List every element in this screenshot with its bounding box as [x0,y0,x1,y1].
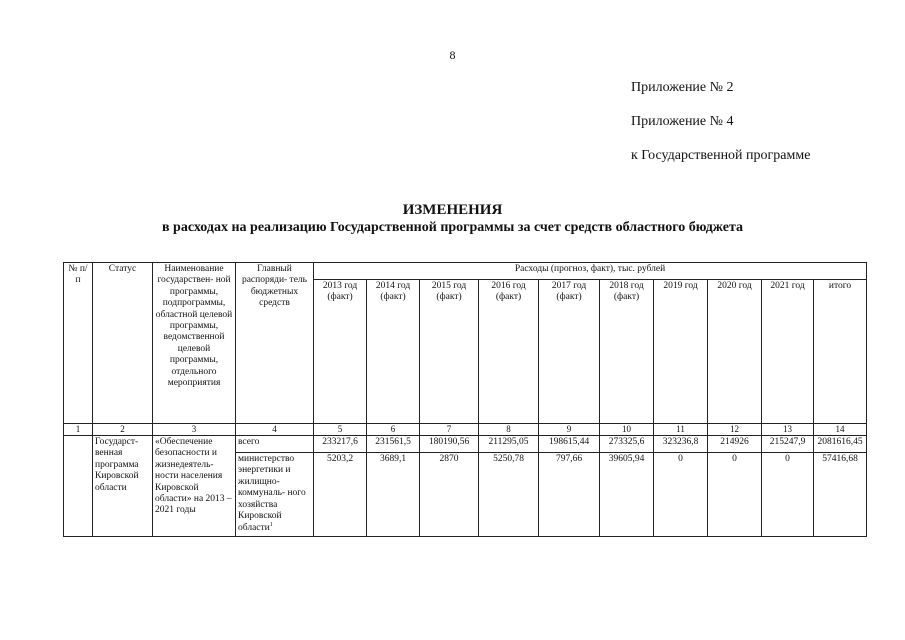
column-number: 10 [600,424,654,436]
footnote-marker: 1 [269,522,273,529]
document-title: ИЗМЕНЕНИЯ [402,202,503,218]
manager-ministry-text: министерство энергетики и жилищно- коммуналь- ного хозяйства Кировской области [238,454,306,534]
column-number: 13 [762,424,814,436]
header-num: № п/п [64,263,93,424]
document-subtitle: в расходах на реализацию Государственной программы за счет средств областного бюджета [161,220,744,235]
column-number: 4 [236,424,314,436]
column-number: 7 [420,424,479,436]
budget-table [63,262,867,537]
value-cell: 273325,6 [600,436,654,453]
column-number: 11 [654,424,708,436]
value-cell: 3689,1 [367,453,420,537]
value-cell: 797,66 [539,453,600,537]
header-year-2019: 2019 год [654,280,708,424]
value-cell: 0 [708,453,762,537]
value-cell: 198615,44 [539,436,600,453]
value-cell: 39605,94 [600,453,654,537]
row-program-name-cell: «Обеспечение безопасности и жизнедеятель- ности населения Кировской области» на 2013 – 2021 годы [153,436,236,537]
value-cell: 2870 [420,453,479,537]
header-name: Наименование государствен- ной программы, подпрограммы, областной целевой программы, ведомственной целевой программы, отдельного мероприятия [153,263,236,424]
header-year-2013: 2013 год (факт) [314,280,367,424]
header-year-2018: 2018 год (факт) [600,280,654,424]
value-cell: 5203,2 [314,453,367,537]
value-cell-total: 57416,68 [814,453,867,537]
header-year-2016: 2016 год (факт) [479,280,539,424]
value-cell: 215247,9 [762,436,814,453]
row-manager-total: всего [236,436,314,453]
header-row-main [64,263,867,280]
value-cell: 180190,56 [420,436,479,453]
row-status-cell: Государст- венная программа Кировской области [93,436,153,537]
appendix-line-2: Приложение № 4 [631,114,734,129]
header-year-2015: 2015 год (факт) [420,280,479,424]
column-number: 1 [64,424,93,436]
appendix-line-1: Приложение № 2 [631,80,734,95]
value-cell: 5250,78 [479,453,539,537]
column-number: 6 [367,424,420,436]
value-cell: 0 [762,453,814,537]
appendix-line-3: к Государственной программе [631,148,811,163]
column-number: 8 [479,424,539,436]
column-number: 2 [93,424,153,436]
value-cell: 214926 [708,436,762,453]
value-cell: 0 [654,453,708,537]
row-num-cell [64,436,93,537]
page-number: 8 [449,48,456,62]
column-number: 9 [539,424,600,436]
header-status: Статус [93,263,153,424]
header-year-2014: 2014 год (факт) [367,280,420,424]
header-manager: Главный распоряди- тель бюджетных средств [236,263,314,424]
header-year-2020: 2020 год [708,280,762,424]
value-cell: 233217,6 [314,436,367,453]
row-manager-ministry [236,453,314,537]
column-number: 5 [314,424,367,436]
column-number-row [64,424,867,436]
value-cell-total: 2081616,45 [814,436,867,453]
column-number: 14 [814,424,867,436]
column-number: 12 [708,424,762,436]
table-row-total [64,436,867,453]
header-year-2017: 2017 год (факт) [539,280,600,424]
header-expenses: Расходы (прогноз, факт), тыс. рублей [314,263,867,280]
header-year-2021: 2021 год [762,280,814,424]
value-cell: 231561,5 [367,436,420,453]
header-total: итого [814,280,867,424]
value-cell: 323236,8 [654,436,708,453]
column-number: 3 [153,424,236,436]
value-cell: 211295,05 [479,436,539,453]
